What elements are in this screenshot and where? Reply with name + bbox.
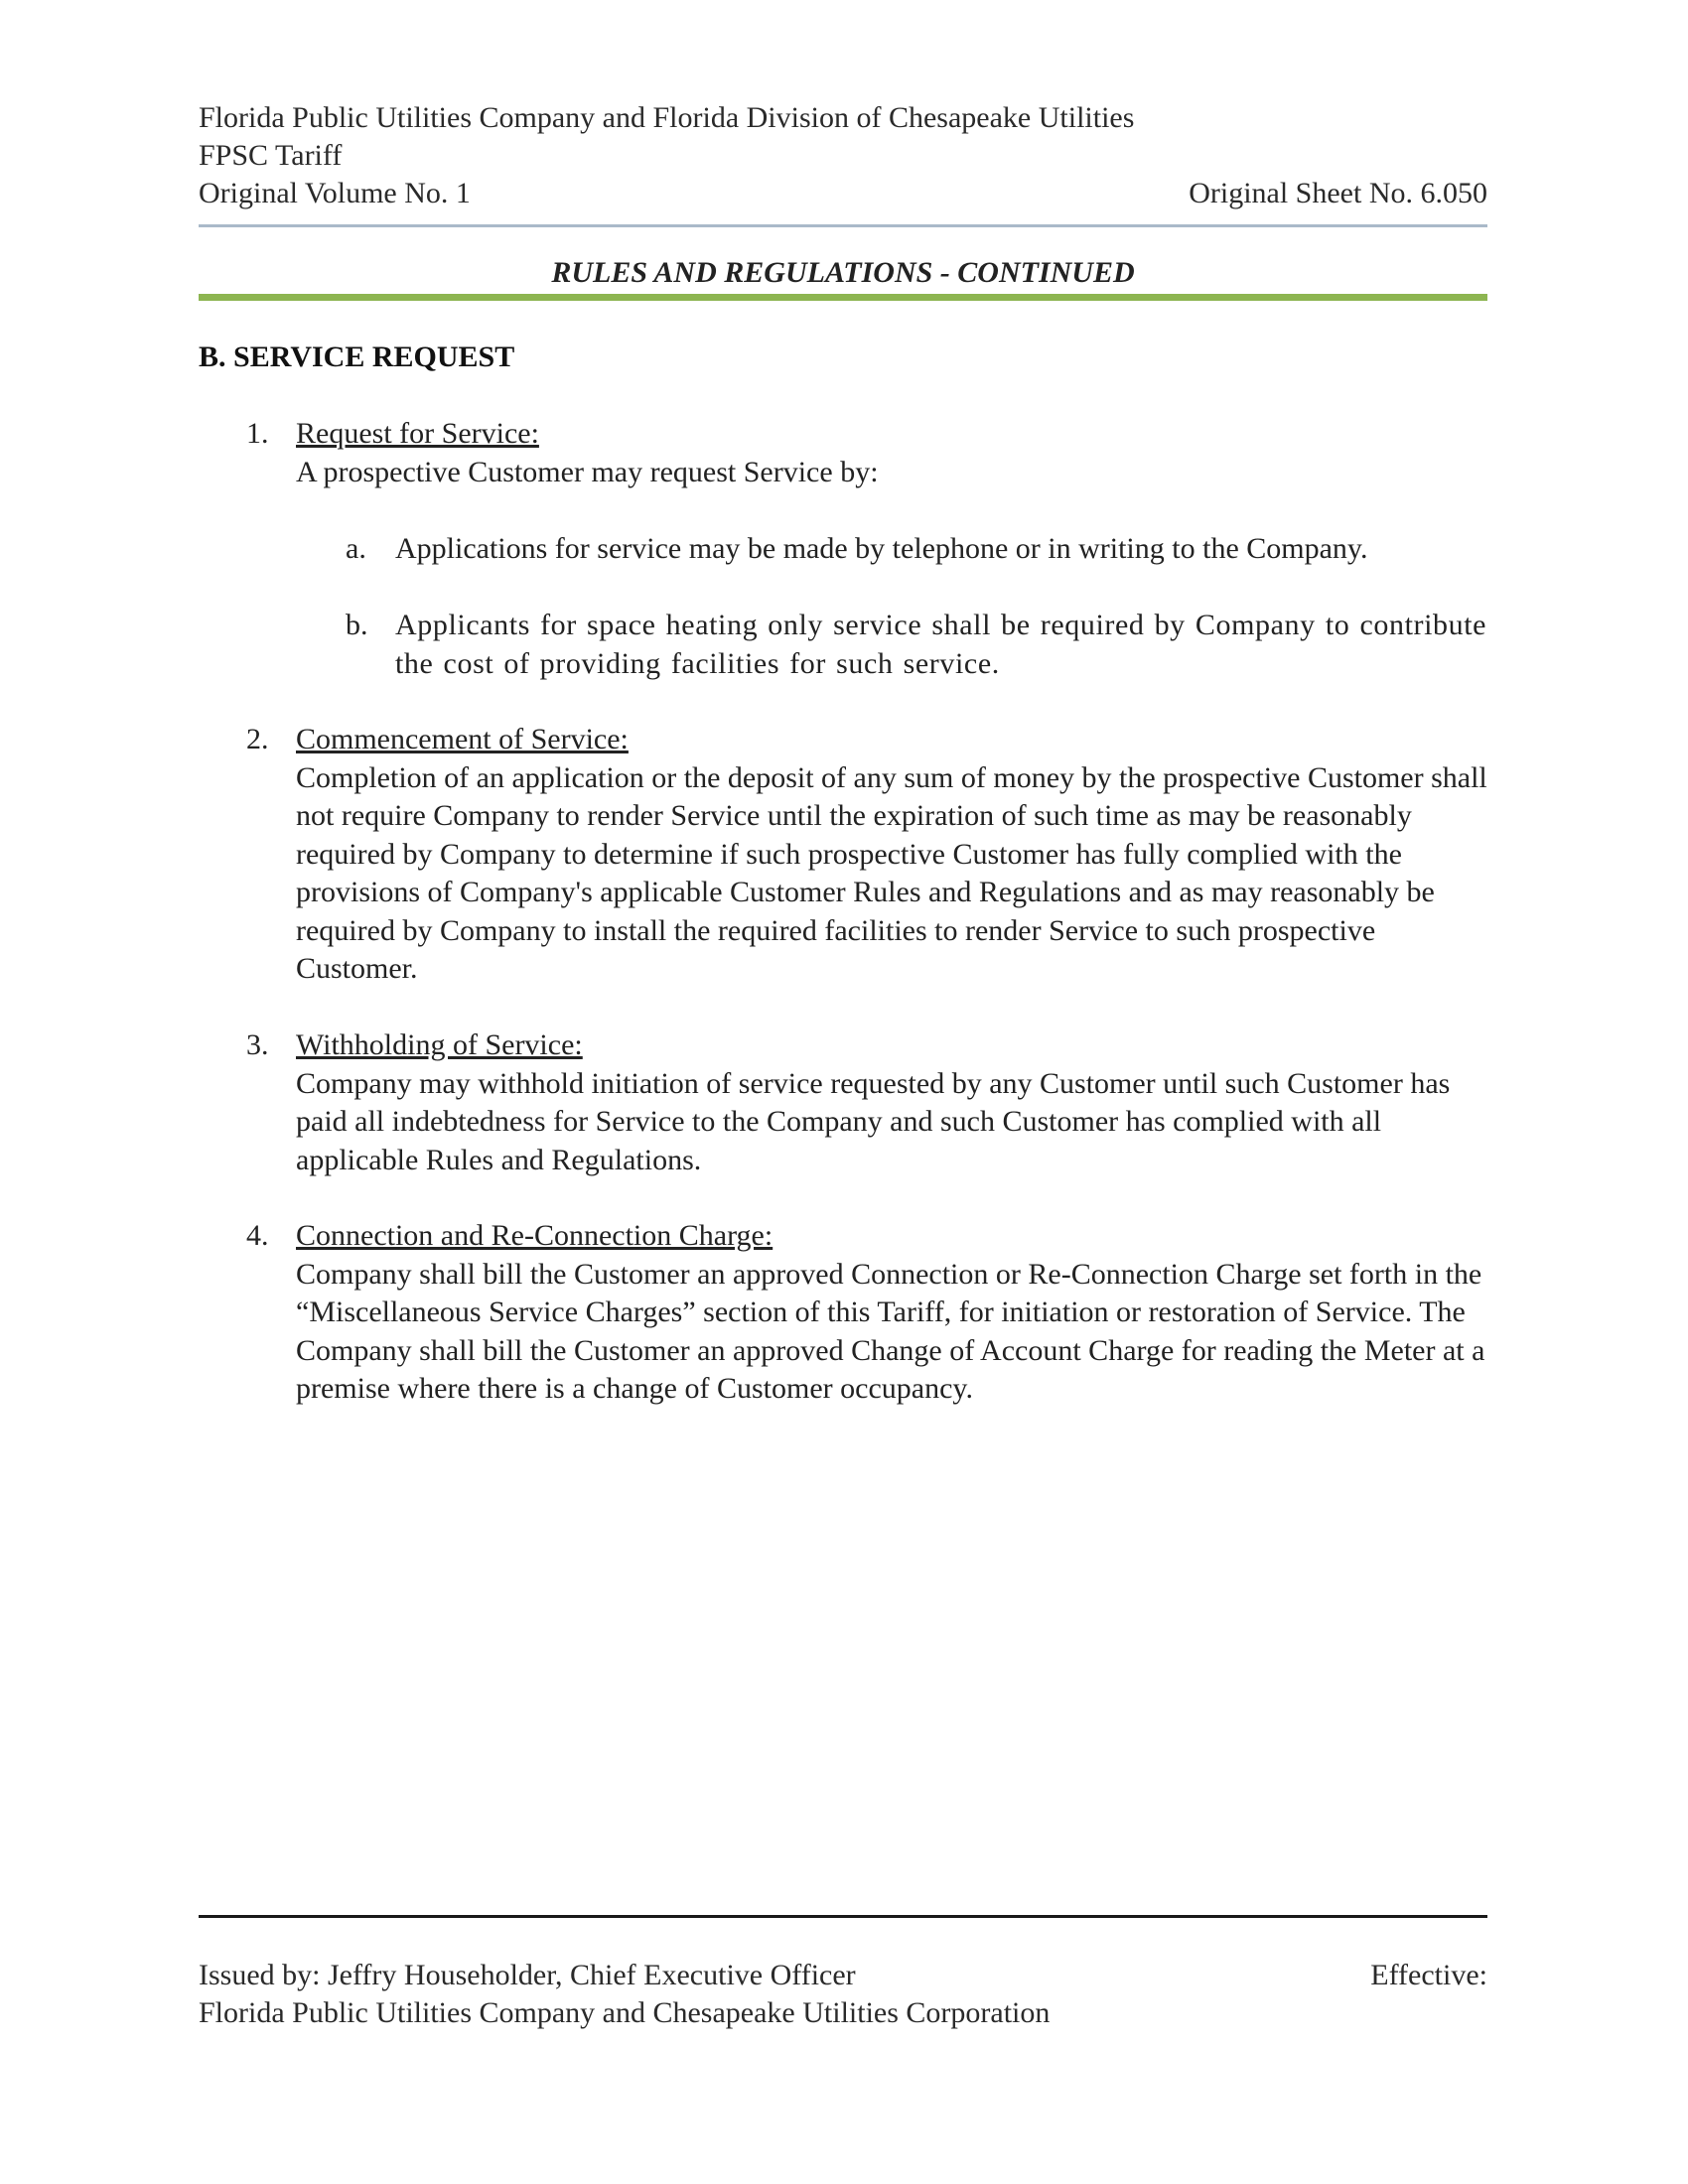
tariff-sheet (199, 0, 1487, 2184)
section-divider (199, 294, 1487, 301)
item-number: 4. (246, 1219, 269, 1252)
sub-item-text: Applicants for space heating only service shall be required by Company to contribute the cost of providing facilities for such service. (395, 609, 1487, 680)
item-title: Connection and Re-Connection Charge: (296, 1219, 774, 1252)
item-text: Company may withhold initiation of service requested by any Customer until such Customer has paid all indebtedness for Service to the Company and such Customer has complied with all applicable Rules and Regulations. (296, 1066, 1451, 1176)
item-text: Completion of an application or the deposit of any sum of money by the prospective Customer shall not require Company to render Service until the expiration of such time as may be reasonably required by Company to determine if such prospective Customer has fully complied with the provisions of Company's applicable Customer Rules and Regulations and as may reasonably be required by Company to install the required facilities to render Service to such prospective Customer. (296, 760, 1487, 985)
section-heading: B. SERVICE REQUEST (199, 341, 515, 373)
header-volume: Original Volume No. 1 (199, 177, 471, 209)
item-number: 2. (246, 723, 269, 755)
item-text: Company shall bill the Customer an approved Connection or Re-Connection Charge set forth in the “Miscellaneous Service Charges” section of this Tariff, for initiation or restoration of Service. The Company shall bill the Customer an approved Change of Account Charge for reading the Meter at a premise where there is a change of Customer occupancy. (296, 1257, 1485, 1405)
item-number: 1. (246, 417, 269, 450)
header-divider (199, 224, 1487, 227)
item-title: Request for Service: (296, 417, 539, 450)
footer-divider (199, 1915, 1487, 1918)
header-tariff-line: FPSC Tariff (199, 139, 343, 172)
item-number: 3. (246, 1028, 269, 1061)
item-title: Commencement of Service: (296, 723, 629, 755)
sub-item-letter: a. (346, 532, 366, 565)
item-text: A prospective Customer may request Service by: (296, 455, 879, 488)
item-title: Withholding of Service: (296, 1028, 583, 1061)
sub-item-text: Applications for service may be made by telephone or in writing to the Company. (395, 532, 1368, 565)
footer-issued-by: Issued by: Jeffry Householder, Chief Executive Officer (199, 1959, 856, 1991)
footer-effective: Effective: (1370, 1959, 1487, 1991)
header-company-line: Florida Public Utilities Company and Florida Division of Chesapeake Utilities (199, 101, 1135, 134)
header-sheet-number: Original Sheet No. 6.050 (1189, 177, 1487, 209)
section-title: RULES AND REGULATIONS - CONTINUED (551, 256, 1135, 289)
sub-item-letter: b. (346, 609, 368, 641)
footer-company: Florida Public Utilities Company and Chesapeake Utilities Corporation (199, 1996, 1051, 2029)
